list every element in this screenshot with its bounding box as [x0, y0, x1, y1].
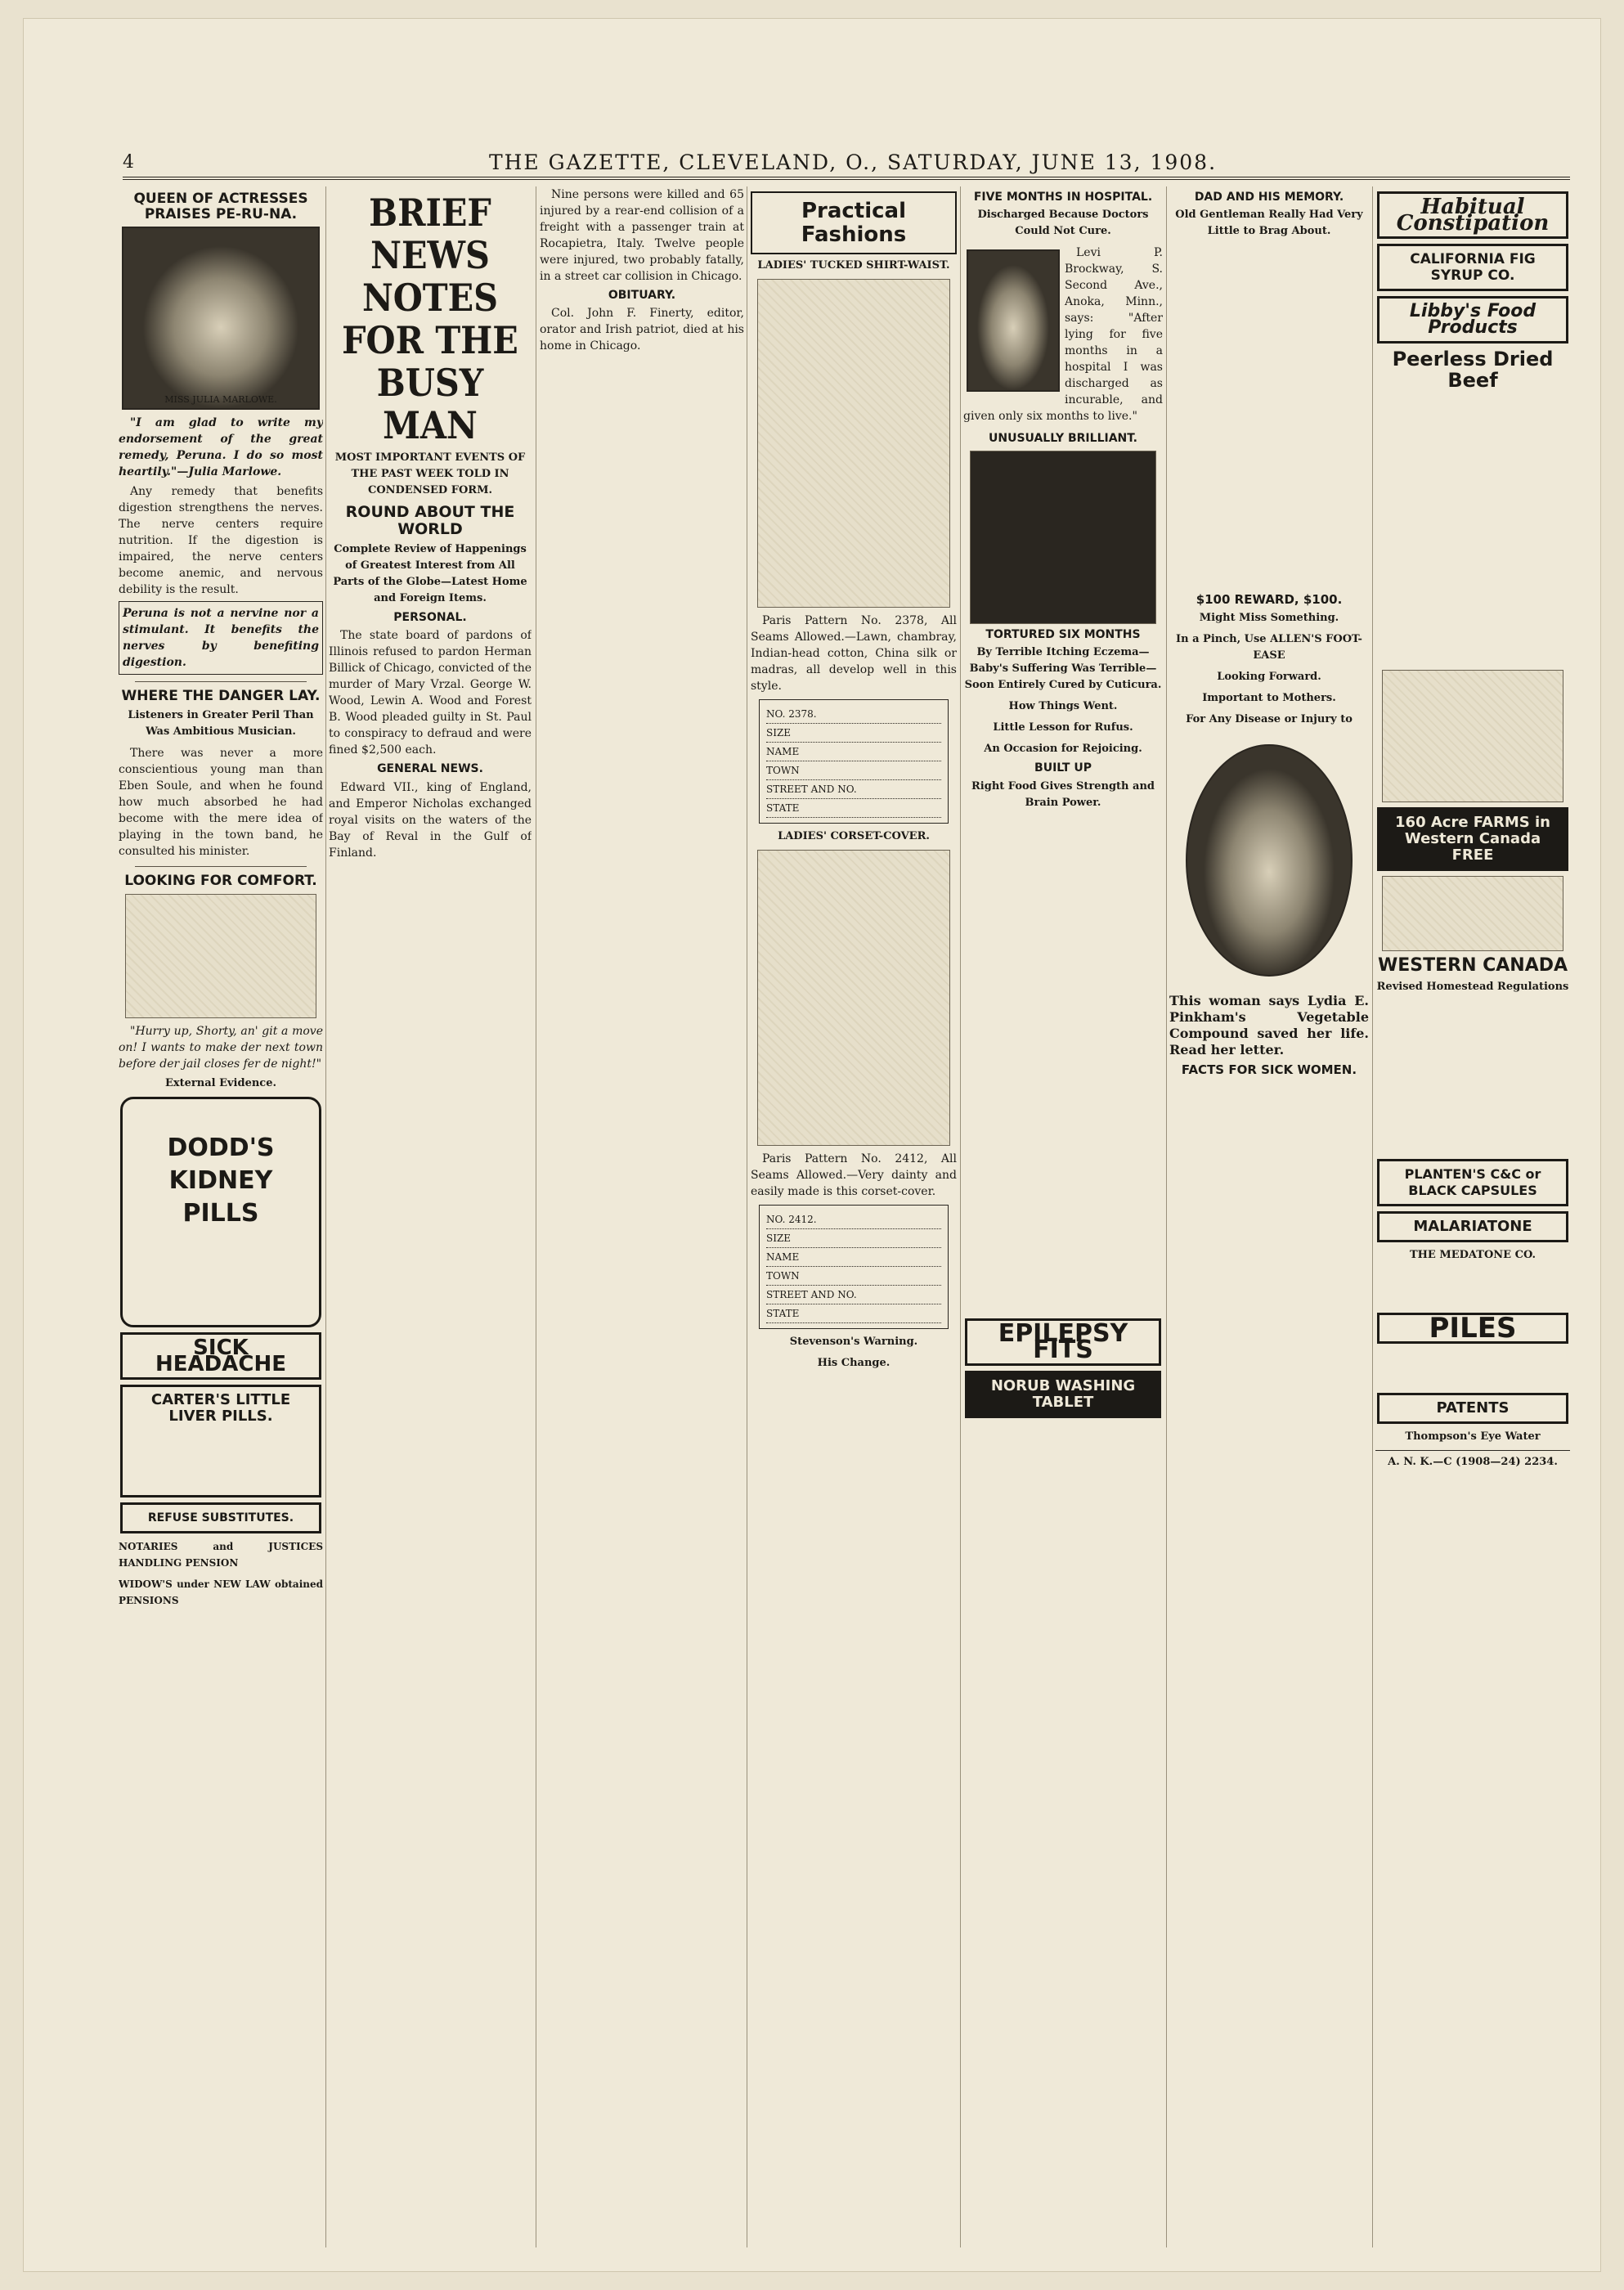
form-town[interactable]: TOWN: [766, 761, 941, 780]
california-fig-ad: CALIFORNIA FIG SYRUP CO.: [1377, 244, 1568, 291]
form-street[interactable]: STREET AND NO.: [766, 780, 941, 799]
built-up-subhead: Right Food Gives Strength and Brain Power.: [971, 779, 1155, 809]
peruna-body: Any remedy that benefits digestion strengthens the nerves. The nerve centers require nutrition. If the digestion is impaired, the nerve centers become anemic, and nervous debility is the result.: [119, 485, 323, 597]
marlowe-quote: "I am glad to write my endorsement of the great remedy, Peruna. I do so most heartily."—Julia Marlowe.: [119, 416, 323, 479]
obituary-body: Col. John F. Finerty, editor, orator and Irish patriot, died at his home in Chicago.: [540, 307, 744, 353]
personal-headline: PERSONAL.: [393, 610, 467, 624]
column-5: [963, 186, 1163, 2247]
pattern-order-form-2378[interactable]: [759, 699, 949, 824]
personal-body: The state board of pardons of Illinois refused to pardon Herman Billick of Chicago, convicted of the murder of Mary Vrzal. George W. Wood, Lewin A. Wood and Forest B. Wood pleaded guilty in St. Paul to conspiracy to defraud and were fined $2,500 each.: [329, 629, 532, 757]
peruna-headline: QUEEN OF ACTRESSES PRAISES PE-RU-NA.: [133, 191, 308, 222]
column-3: [540, 186, 744, 2247]
news-body: Nine persons were killed and 65 injured by a rear-end collision of a freight with a passenger train at Rocapietra, Italy. Twelve people were injured, two probably fatally, in a street car collision in Chicago.: [540, 188, 744, 283]
hospital-body: Levi P. Brockway, S. Second Ave., Anoka, Minn., says: "After lying for five months in a hospital I was discharged as incurable, and given only six months to live.": [963, 246, 1163, 424]
canada-farms-ad: 160 Acre FARMS in Western Canada FREE: [1377, 807, 1568, 871]
refuse-substitutes: REFUSE SUBSTITUTES.: [120, 1502, 321, 1533]
form-state[interactable]: STATE: [766, 1304, 941, 1323]
widows-ad: WIDOW'S under NEW LAW obtained PENSIONS: [119, 1578, 323, 1606]
round-world-headline: ROUND ABOUT THE WORLD: [345, 503, 515, 538]
habitual-constipation-ad: Habitual Constipation: [1377, 191, 1568, 239]
patents-ad: PATENTS: [1377, 1393, 1568, 1424]
looking-forward-headline: Looking Forward.: [1217, 670, 1321, 683]
dad-memory-headline: DAD AND HIS MEMORY.: [1194, 191, 1344, 204]
masthead-title: THE GAZETTE, CLEVELAND, O., SATURDAY, JUNE 13, 1908.: [488, 150, 1218, 174]
tortured-headline: TORTURED SIX MONTHS: [985, 627, 1141, 641]
shirt-waist-subhead: LADIES' TUCKED SHIRT-WAIST.: [757, 259, 950, 272]
general-news-body: Edward VII., king of England, and Emperor Nicholas exchanged royal visits on the waters of the Bay of Reval in the Gulf of Finland.: [329, 780, 532, 860]
danger-headline: WHERE THE DANGER LAY.: [121, 688, 321, 705]
medatone-company: THE MEDATONE CO.: [1409, 1248, 1537, 1261]
page-number: 4: [123, 151, 136, 173]
comfort-headline: LOOKING FOR COMFORT.: [124, 873, 317, 890]
cartoon-caption: "Hurry up, Shorty, an' git a move on! I wants to make der next town before der jail closes fer de night!": [119, 1024, 323, 1071]
column-rule: [325, 186, 326, 2247]
epilepsy-ad: EPILEPSY FITS: [965, 1318, 1161, 1366]
brief-news-subhead: MOST IMPORTANT EVENTS OF THE PAST WEEK TOLD IN CONDENSED FORM.: [334, 451, 526, 496]
column-1: [119, 186, 323, 2247]
homestead-headline: Revised Homestead Regulations: [1376, 980, 1569, 993]
form-size[interactable]: SIZE: [766, 1229, 941, 1248]
miss-something-headline: Might Miss Something.: [1199, 611, 1339, 624]
danger-body: There was never a more conscientious young man than Eben Soule, and when he found how much absorbed he had become with the mere idea of playing in the town band, he consulted his minister.: [119, 747, 323, 859]
things-went-headline: How Things Went.: [1008, 700, 1118, 713]
rufus-headline: Little Lesson for Rufus.: [993, 721, 1133, 734]
form-number: NO. 2378.: [766, 705, 941, 724]
built-up-headline: BUILT UP: [1034, 761, 1092, 775]
general-news-headline: GENERAL NEWS.: [377, 762, 483, 776]
column-4: [751, 186, 957, 2247]
sore-eyes-headline: For Any Disease or Injury to: [1186, 712, 1353, 725]
column-2: [329, 186, 532, 2247]
form-town[interactable]: TOWN: [766, 1267, 941, 1286]
libbys-jar-illustration: [1382, 670, 1563, 802]
dateline: [123, 147, 1570, 180]
danger-subhead: Listeners in Greater Peril Than Was Ambitious Musician.: [128, 709, 314, 739]
form-street[interactable]: STREET AND NO.: [766, 1286, 941, 1304]
form-size[interactable]: SIZE: [766, 724, 941, 743]
column-rule: [960, 186, 961, 2247]
rejoicing-headline: An Occasion for Rejoicing.: [984, 743, 1142, 756]
mothers-headline: Important to Mothers.: [1202, 691, 1336, 704]
form-name[interactable]: NAME: [766, 1248, 941, 1267]
brockway-portrait: [967, 249, 1060, 392]
external-evidence-headline: External Evidence.: [164, 1076, 277, 1089]
peruna-boxed-text: Peruna is not a nervine nor a stimulant. It benefits the nerves by benefiting digestion.: [119, 601, 323, 675]
obituary-headline: OBITUARY.: [608, 289, 676, 302]
piles-ad: PILES: [1377, 1313, 1568, 1344]
column-6: [1169, 186, 1369, 2247]
his-change-headline: His Change.: [817, 1357, 891, 1370]
silhouette-illustration: [970, 451, 1156, 624]
sick-women-headline: FACTS FOR SICK WOMEN.: [1181, 1062, 1357, 1077]
peerless-beef-headline: Peerless Dried Beef: [1392, 348, 1554, 393]
pinkham-portrait: [1186, 744, 1353, 977]
practical-fashions-headline: Practical Fashions: [751, 191, 957, 254]
pattern-2412-text: Paris Pattern No. 2412, All Seams Allowed.—Very dainty and easily made is this corset-cover.: [751, 1152, 957, 1199]
stevenson-headline: Stevenson's Warning.: [789, 1336, 918, 1349]
capsules-ad: PLANTEN'S C&C or BLACK CAPSULES: [1377, 1159, 1568, 1206]
pinkham-caption: This woman says Lydia E. Pinkham's Vegetable Compound saved her life. Read her letter.: [1169, 992, 1369, 1057]
corset-cover-illustration: [757, 850, 950, 1146]
eye-water-ad: Thompson's Eye Water: [1405, 1430, 1541, 1443]
form-state[interactable]: STATE: [766, 799, 941, 818]
brief-news-headline: BRIEF NEWS NOTES FOR THE BUSY MAN: [342, 191, 518, 447]
reward-headline: $100 REWARD, $100.: [1196, 592, 1343, 608]
column-rule: [1166, 186, 1167, 2247]
dodds-ad: DODD'S KIDNEY PILLS: [120, 1097, 321, 1327]
foot-ease-headline: In a Pinch, Use ALLEN'S FOOT-EASE: [1176, 632, 1362, 662]
dad-memory-subhead: Old Gentleman Really Had Very Little to Brag About.: [1175, 209, 1363, 238]
marlowe-portrait: [122, 227, 320, 410]
carters-ad: CARTER'S LITTLE LIVER PILLS.: [120, 1385, 321, 1497]
sick-headache-ad: SICK HEADACHE: [120, 1332, 321, 1380]
form-number: NO. 2412.: [766, 1210, 941, 1229]
ankc-line: A. N. K.—C (1908—24) 2234.: [1375, 1450, 1570, 1471]
brilliant-headline: UNUSUALLY BRILLIANT.: [989, 432, 1137, 446]
form-name[interactable]: NAME: [766, 743, 941, 761]
pattern-order-form-2412[interactable]: [759, 1205, 949, 1329]
shirt-waist-illustration: [757, 279, 950, 608]
libbys-ad: Libby's Food Products: [1377, 296, 1568, 344]
corset-cover-subhead: LADIES' CORSET-COVER.: [778, 830, 930, 843]
portrait-caption: MISS JULIA MARLOWE.: [164, 394, 277, 406]
hospital-subhead: Discharged Because Doctors Could Not Cure.: [977, 209, 1149, 238]
pension-ad: NOTARIES and JUSTICES HANDLING PENSION: [119, 1540, 323, 1569]
pattern-2378-text: Paris Pattern No. 2378, All Seams Allowed.—Lawn, chambray, Indian-head cotton, China silk or madras, all develop well in this style.: [751, 614, 957, 694]
western-canada-headline: WESTERN CANADA: [1377, 954, 1568, 976]
farm-scene-illustration: [1382, 876, 1563, 951]
tortured-subhead: By Terrible Itching Eczema—Baby's Suffering Was Terrible—Soon Entirely Cured by Cuticura.: [964, 646, 1162, 692]
norub-ad: NORUB WASHING TABLET: [965, 1371, 1161, 1418]
column-rule: [1372, 186, 1373, 2247]
hospital-headline: FIVE MONTHS IN HOSPITAL.: [973, 191, 1153, 204]
round-world-subhead: Complete Review of Happenings of Greatest Interest from All Parts of the Globe—Latest Home and Foreign Items.: [333, 542, 527, 604]
column-7: [1375, 186, 1570, 2247]
malariatone-ad: MALARIATONE: [1377, 1211, 1568, 1242]
cartoon-illustration: [125, 894, 316, 1018]
